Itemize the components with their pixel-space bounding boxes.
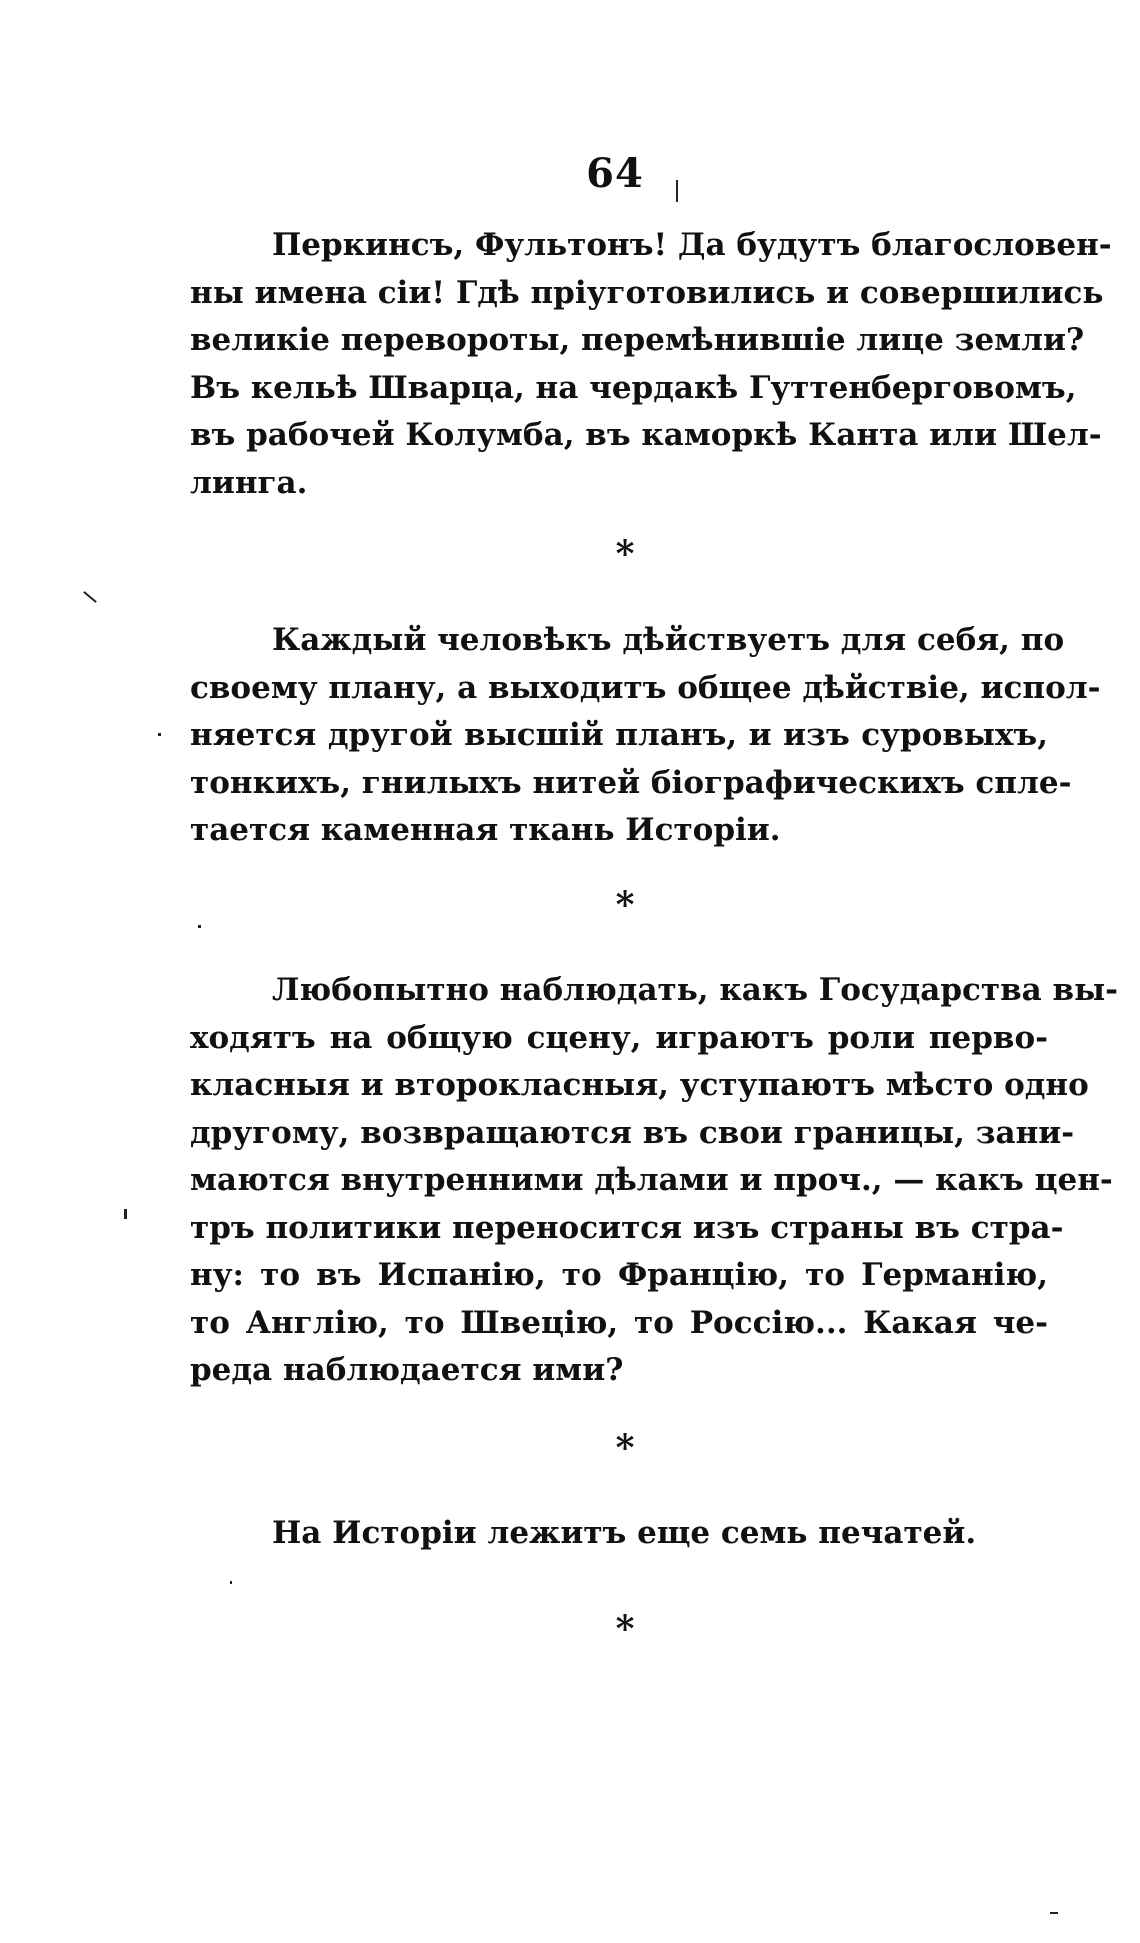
section-separator: * xyxy=(615,1427,635,1469)
paragraph-3 xyxy=(190,967,1119,1395)
section-separator: * xyxy=(615,1608,635,1650)
scan-speck xyxy=(230,1581,232,1584)
paragraph-line: въ рабочей Колумба, въ каморкѣ Канта или Шел- xyxy=(190,417,1102,453)
page-number: 64 xyxy=(586,150,644,197)
scan-speck xyxy=(1050,1912,1058,1914)
paragraph-line: класныя и второкласныя, уступаютъ мѣсто одно xyxy=(190,1067,1089,1103)
scan-speck xyxy=(83,591,97,603)
paragraph-line: другому, возвращаются въ свои границы, зани- xyxy=(190,1114,1075,1151)
paragraph-line: няется другой высшій планъ, и изъ суровыхъ, xyxy=(190,717,1048,753)
paragraph-1 xyxy=(190,222,1112,507)
paragraph-line: маются внутренними дѣлами и проч., — какъ цен- xyxy=(190,1162,1113,1198)
paragraph-line: Въ кельѣ Шварца, на чердакѣ Гуттенберговомъ, xyxy=(190,369,1077,406)
section-separator: * xyxy=(615,533,635,575)
scan-speck xyxy=(158,733,161,736)
paragraph-line: ны имена сіи! Гдѣ пріуготовились и совершились xyxy=(190,274,1104,311)
paragraph-line: На Исторіи лежитъ еще семь печатей. xyxy=(272,1515,977,1551)
scan-speck xyxy=(676,180,678,202)
scan-speck xyxy=(198,925,201,928)
paragraph-line: ну: то въ Испанію, то Францію, то Германію, xyxy=(190,1257,1048,1293)
paragraph-line: Каждый человѣкъ дѣйствуетъ для себя, по xyxy=(272,622,1065,658)
paragraph-line: реда наблюдается ими? xyxy=(190,1352,624,1388)
paragraph-4 xyxy=(190,1510,1048,1558)
paragraph-line: ходятъ на общую сцену, играютъ роли перво- xyxy=(190,1019,1048,1056)
paragraph-line: Перкинсъ, Фультонъ! Да будутъ благословен- xyxy=(272,227,1112,263)
paragraph-line: тръ политики переносится изъ страны въ стра- xyxy=(190,1209,1064,1246)
paragraph-line: Любопытно наблюдать, какъ Государства вы- xyxy=(272,972,1119,1008)
scan-speck xyxy=(124,1209,127,1219)
paragraph-line: то Англію, то Швецію, то Россію... Какая че- xyxy=(190,1304,1048,1341)
section-separator: * xyxy=(615,884,635,926)
paragraph-line: своему плану, а выходитъ общее дѣйствіе, испол- xyxy=(190,669,1101,706)
paragraph-line: великіе перевороты, перемѣнившіе лице земли? xyxy=(190,322,1085,358)
paragraph-line: тается каменная ткань Исторіи. xyxy=(190,812,781,848)
paragraph-line: линга. xyxy=(190,464,308,501)
paragraph-2 xyxy=(190,617,1101,855)
paragraph-line: тонкихъ, гнилыхъ нитей біографическихъ спле- xyxy=(190,764,1072,801)
